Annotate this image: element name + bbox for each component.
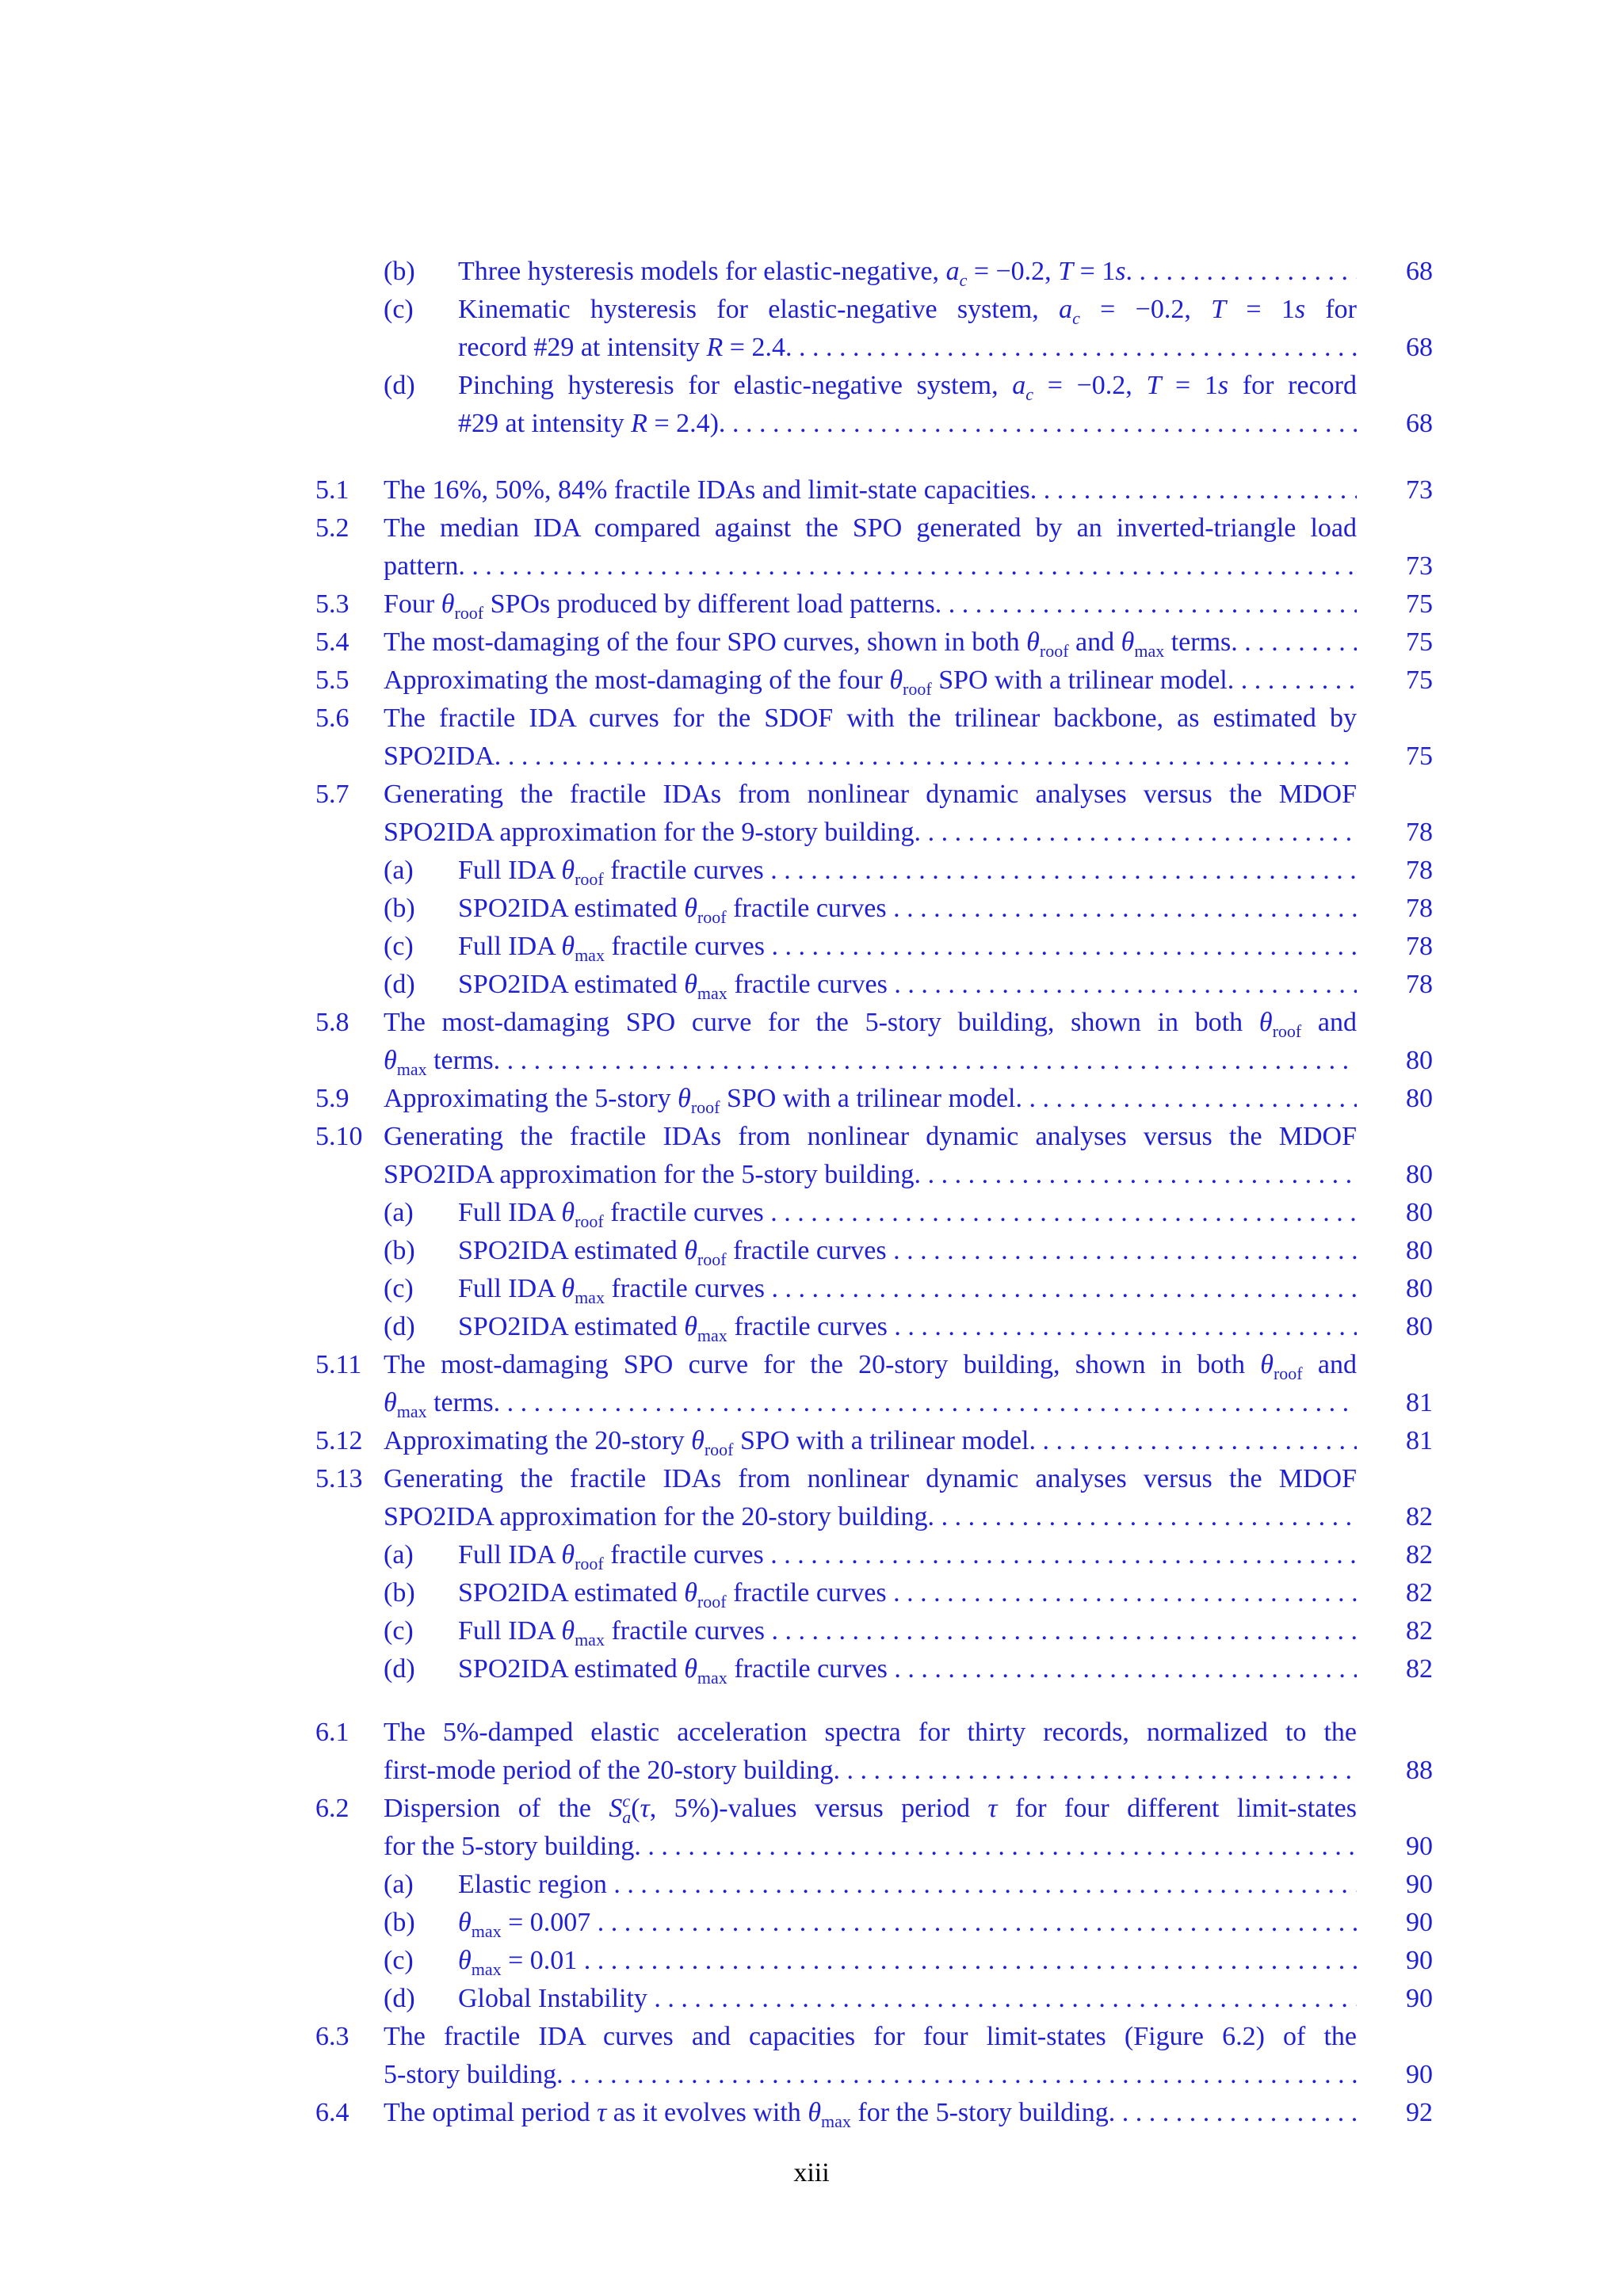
entry-page-number: 82 [1406, 1540, 1433, 1569]
toc-subentry-e1[interactable] [0, 254, 1623, 292]
entry-title: Kinematic hysteresis for elastic-negative system, $a_c = -0.2$, T = 1s for [458, 295, 1357, 328]
leader-dots [1132, 257, 1357, 286]
toc-subentry-f57d[interactable] [0, 967, 1623, 1005]
leader-dots [500, 1388, 1357, 1417]
entry-page-number: 82 [1406, 1578, 1433, 1608]
toc-entry-f511[interactable] [0, 1347, 1623, 1423]
leader-dots [590, 1908, 1357, 1937]
leader-dots [887, 1236, 1357, 1265]
toc-entry-f51[interactable] [0, 472, 1623, 510]
entry-title: Elastic region . . . [458, 1867, 1357, 1903]
toc-entry-f53[interactable] [0, 586, 1623, 624]
leader-dots [500, 1046, 1357, 1075]
toc-subentry-f57c[interactable] [0, 929, 1623, 967]
leader-dots [792, 333, 1357, 362]
entry-page-number: 75 [1406, 742, 1433, 771]
leader-dots [501, 742, 1357, 771]
entry-title: Full IDA $\theta_{max}$ fractile curves . . . [458, 1271, 1357, 1307]
entry-label: 6.1 [315, 1718, 349, 1747]
toc-subentry-f510d[interactable] [0, 1309, 1623, 1347]
entry-label: (d) [384, 1984, 415, 2013]
entry-page-number: 82 [1406, 1654, 1433, 1684]
entry-label: 5.5 [315, 666, 349, 695]
entry-page-number: 90 [1406, 1832, 1433, 1861]
toc-entry-f513[interactable] [0, 1461, 1623, 1537]
entry-label: 5.13 [315, 1464, 363, 1493]
entry-title: SPO2IDA approximation for the 5-story building. . . . [384, 1157, 1357, 1193]
entry-page-number: 80 [1406, 1236, 1433, 1265]
entry-label: (b) [384, 894, 415, 923]
toc-entry-f61[interactable] [0, 1714, 1623, 1791]
entry-label: 5.4 [315, 627, 349, 657]
leader-dots [1036, 1426, 1357, 1455]
entry-title: Generating the fractile IDAs from nonlinear dynamic analyses versus the MDOF [384, 780, 1357, 809]
toc-entry-f55[interactable] [0, 662, 1623, 700]
entry-label: 6.2 [315, 1794, 349, 1823]
entry-page-number: 80 [1406, 1198, 1433, 1227]
entry-label: 5.2 [315, 513, 349, 543]
entry-page-number: 90 [1406, 1870, 1433, 1899]
entry-page-number: 80 [1406, 1046, 1433, 1075]
toc-entry-f54[interactable] [0, 624, 1623, 662]
entry-title: #29 at intensity R = 2.4). . . . [458, 406, 1357, 442]
entry-title: SPO2IDA estimated $\theta_{roof}$ fractile curves . . . [458, 1575, 1357, 1611]
leader-dots [764, 1198, 1357, 1227]
entry-page-number: 82 [1406, 1616, 1433, 1646]
leader-dots [764, 856, 1357, 885]
entry-title: first-mode period of the 20-story building. . . . [384, 1753, 1357, 1789]
entry-page-number: 68 [1406, 257, 1433, 286]
toc-entry-f56[interactable] [0, 700, 1623, 776]
leader-dots [465, 551, 1357, 581]
leader-dots [840, 1756, 1357, 1785]
entry-label: (b) [384, 1908, 415, 1937]
entry-label: (b) [384, 257, 415, 286]
entry-label: 5.8 [315, 1008, 349, 1037]
entry-page-number: 68 [1406, 409, 1433, 438]
entry-title: $\theta_{max}$ terms. . . . [384, 1385, 1357, 1421]
toc-subentry-f62d[interactable] [0, 1981, 1623, 2019]
entry-page-number: 90 [1406, 1908, 1433, 1937]
entry-page-number: 90 [1406, 1984, 1433, 2013]
leader-dots [764, 1540, 1357, 1569]
entry-page-number: 81 [1406, 1388, 1433, 1417]
entry-title: SPO2IDA approximation for the 20-story building. . . . [384, 1499, 1357, 1535]
entry-title: $\theta_{max} = 0.007$ . . . [458, 1905, 1357, 1941]
entry-title: Generating the fractile IDAs from nonlinear dynamic analyses versus the MDOF [384, 1464, 1357, 1493]
entry-title: The most-damaging of the four SPO curves, shown in both $\theta_{roof}$ and $\theta_{max}$ terms. . . . [384, 624, 1357, 661]
leader-dots [725, 409, 1357, 438]
leader-dots [765, 932, 1357, 961]
entry-title: SPO2IDA estimated $\theta_{max}$ fractile curves . . . [458, 1651, 1357, 1688]
entry-title: Approximating the most-damaging of the four $\theta_{roof}$ SPO with a trilinear model. . . . [384, 662, 1357, 699]
leader-dots [941, 589, 1357, 619]
entry-title: Global Instability . . . [458, 1981, 1357, 2017]
entry-label: 5.7 [315, 780, 349, 809]
entry-title: Full IDA $\theta_{roof}$ fractile curves . . . [458, 1195, 1357, 1231]
entry-title: The optimal period τ as it evolves with $\theta_{max}$ for the 5-story building. . . . [384, 2095, 1357, 2131]
leader-dots [887, 1578, 1357, 1608]
entry-page-number: 90 [1406, 2060, 1433, 2089]
toc-subentry-e3[interactable] [0, 368, 1623, 444]
entry-page-number: 81 [1406, 1426, 1433, 1455]
entry-title: 5-story building. . . . [384, 2057, 1357, 2093]
entry-page-number: 75 [1406, 666, 1433, 695]
entry-label: 5.3 [315, 589, 349, 619]
entry-label: 5.9 [315, 1084, 349, 1113]
entry-label: (d) [384, 970, 415, 999]
entry-page-number: 82 [1406, 1502, 1433, 1531]
leader-dots [934, 1502, 1357, 1531]
entry-page-number: 80 [1406, 1160, 1433, 1189]
entry-title: Full IDA $\theta_{roof}$ fractile curves . . . [458, 852, 1357, 889]
entry-page-number: 68 [1406, 333, 1433, 362]
toc-entry-f63[interactable] [0, 2019, 1623, 2095]
leader-dots [765, 1616, 1357, 1646]
entry-title: pattern. . . . [384, 548, 1357, 585]
entry-label: (c) [384, 1616, 414, 1646]
entry-title: Pinching hysteresis for elastic-negative system, $a_c = -0.2$, T = 1s for record [458, 371, 1357, 404]
entry-page-number: 78 [1406, 894, 1433, 923]
entry-label: (c) [384, 1946, 414, 1975]
entry-label: (c) [384, 295, 414, 324]
toc-subentry-f62b[interactable] [0, 1905, 1623, 1943]
leader-dots [1022, 1084, 1357, 1113]
entry-title: The fractile IDA curves and capacities for four limit-states (Figure 6.2) of the [384, 2022, 1357, 2051]
entry-page-number: 75 [1406, 589, 1433, 619]
entry-title: Full IDA $\theta_{max}$ fractile curves . . . [458, 1613, 1357, 1650]
toc-subentry-f513d[interactable] [0, 1651, 1623, 1689]
leader-dots [921, 1160, 1357, 1189]
entry-label: 5.1 [315, 475, 349, 505]
leader-dots [563, 2060, 1357, 2089]
leader-dots [888, 1654, 1357, 1684]
toc-subentry-e2[interactable] [0, 292, 1623, 368]
entry-title: for the 5-story building. . . . [384, 1829, 1357, 1865]
entry-title: SPO2IDA approximation for the 9-story building. . . . [384, 814, 1357, 851]
toc-subentry-f510a[interactable] [0, 1195, 1623, 1233]
entry-page-number: 78 [1406, 970, 1433, 999]
toc-entry-f510[interactable] [0, 1119, 1623, 1195]
leader-dots [1037, 475, 1357, 505]
entry-title: The most-damaging SPO curve for the 5-story building, shown in both $\theta_{roof}$ and [384, 1008, 1357, 1041]
entry-page-number: 80 [1406, 1312, 1433, 1341]
entry-page-number: 92 [1406, 2098, 1433, 2127]
entry-label: 5.6 [315, 704, 349, 733]
entry-page-number: 78 [1406, 932, 1433, 961]
entry-label: (c) [384, 1274, 414, 1303]
leader-dots [641, 1832, 1357, 1861]
entry-title: record #29 at intensity R = 2.4. . . . [458, 330, 1357, 366]
entry-title: The most-damaging SPO curve for the 20-story building, shown in both $\theta_{roof}$ and [384, 1350, 1357, 1383]
entry-title: The median IDA compared against the SPO generated by an inverted-triangle load [384, 513, 1357, 543]
entry-title: $\theta_{max}$ terms. . . . [384, 1043, 1357, 1079]
leader-dots [887, 894, 1357, 923]
entry-label: (d) [384, 371, 415, 400]
toc-entry-f62[interactable] [0, 1791, 1623, 1867]
entry-title: $\theta_{max} = 0.01$ . . . [458, 1943, 1357, 1979]
entry-title: SPO2IDA estimated $\theta_{max}$ fractile curves . . . [458, 967, 1357, 1003]
entry-page-number: 78 [1406, 856, 1433, 885]
toc-subentry-f510c[interactable] [0, 1271, 1623, 1309]
toc-entry-f58[interactable] [0, 1005, 1623, 1081]
entry-title: Approximating the 20-story $\theta_{roof}$ SPO with a trilinear model. . . . [384, 1423, 1357, 1459]
toc-subentry-f513a[interactable] [0, 1537, 1623, 1575]
leader-dots [1234, 666, 1357, 695]
leader-dots [607, 1870, 1357, 1899]
entry-page-number: 80 [1406, 1274, 1433, 1303]
entry-label: (c) [384, 932, 414, 961]
entry-label: (a) [384, 1870, 414, 1899]
toc-subentry-f62c[interactable] [0, 1943, 1623, 1981]
leader-dots [647, 1984, 1357, 2013]
toc-subentry-f57b[interactable] [0, 891, 1623, 929]
toc-subentry-f510b[interactable] [0, 1233, 1623, 1271]
entry-title: Generating the fractile IDAs from nonlinear dynamic analyses versus the MDOF [384, 1122, 1357, 1151]
entry-title: SPO2IDA estimated $\theta_{max}$ fractile curves . . . [458, 1309, 1357, 1345]
leader-dots [765, 1274, 1357, 1303]
entry-title: Four $\theta_{roof}$ SPOs produced by different load patterns. . . . [384, 586, 1357, 623]
page-folio: xiii [793, 2158, 830, 2187]
entry-label: (a) [384, 1540, 414, 1569]
entry-label: (b) [384, 1236, 415, 1265]
leader-dots [921, 818, 1357, 847]
toc-subentry-f513c[interactable] [0, 1613, 1623, 1651]
toc-entry-f512[interactable] [0, 1423, 1623, 1461]
leader-dots [888, 1312, 1357, 1341]
entry-label: (a) [384, 856, 414, 885]
entry-title: The 5%-damped elastic acceleration spectra for thirty records, normalized to the [384, 1718, 1357, 1747]
entry-page-number: 75 [1406, 627, 1433, 657]
entry-label: 5.11 [315, 1350, 362, 1379]
toc-entry-f57[interactable] [0, 776, 1623, 852]
toc-subentry-f57a[interactable] [0, 852, 1623, 891]
leader-dots [1238, 627, 1357, 657]
entry-label: 5.10 [315, 1122, 363, 1151]
leader-dots [888, 970, 1357, 999]
toc-entry-f52[interactable] [0, 510, 1623, 586]
entry-title: The 16%, 50%, 84% fractile IDAs and limit-state capacities. . . . [384, 472, 1357, 509]
entry-label: 5.12 [315, 1426, 363, 1455]
entry-label: (a) [384, 1198, 414, 1227]
entry-page-number: 80 [1406, 1084, 1433, 1113]
entry-title: The fractile IDA curves for the SDOF with the trilinear backbone, as estimated by [384, 704, 1357, 733]
leader-dots [577, 1946, 1357, 1975]
toc-subentry-f513b[interactable] [0, 1575, 1623, 1613]
entry-page-number: 73 [1406, 475, 1433, 505]
toc-entry-f64[interactable] [0, 2095, 1623, 2133]
toc-entry-f59[interactable] [0, 1081, 1623, 1119]
entry-title: Dispersion of the $S^c_a(\tau$, 5%)-values versus period τ for four different limit-states [384, 1791, 1357, 1827]
entry-label: 6.3 [315, 2022, 349, 2051]
entry-page-number: 73 [1406, 551, 1433, 581]
toc-subentry-f62a[interactable] [0, 1867, 1623, 1905]
entry-label: 6.4 [315, 2098, 349, 2127]
entry-title: Approximating the 5-story $\theta_{roof}$ SPO with a trilinear model. . . . [384, 1081, 1357, 1117]
entry-title: Three hysteresis models for elastic-negative, $a_c = -0.2$, T = 1s. . . . [458, 254, 1357, 290]
entry-label: (b) [384, 1578, 415, 1608]
entry-title: Full IDA $\theta_{max}$ fractile curves . . . [458, 929, 1357, 965]
entry-title: SPO2IDA estimated $\theta_{roof}$ fractile curves . . . [458, 891, 1357, 927]
entry-title: SPO2IDA. . . . [384, 738, 1357, 775]
entry-label: (d) [384, 1312, 415, 1341]
entry-page-number: 88 [1406, 1756, 1433, 1785]
entry-page-number: 90 [1406, 1946, 1433, 1975]
entry-title: SPO2IDA estimated $\theta_{roof}$ fractile curves . . . [458, 1233, 1357, 1269]
entry-page-number: 78 [1406, 818, 1433, 847]
entry-label: (d) [384, 1654, 415, 1684]
entry-title: Full IDA $\theta_{roof}$ fractile curves . . . [458, 1537, 1357, 1573]
leader-dots [1115, 2098, 1357, 2127]
